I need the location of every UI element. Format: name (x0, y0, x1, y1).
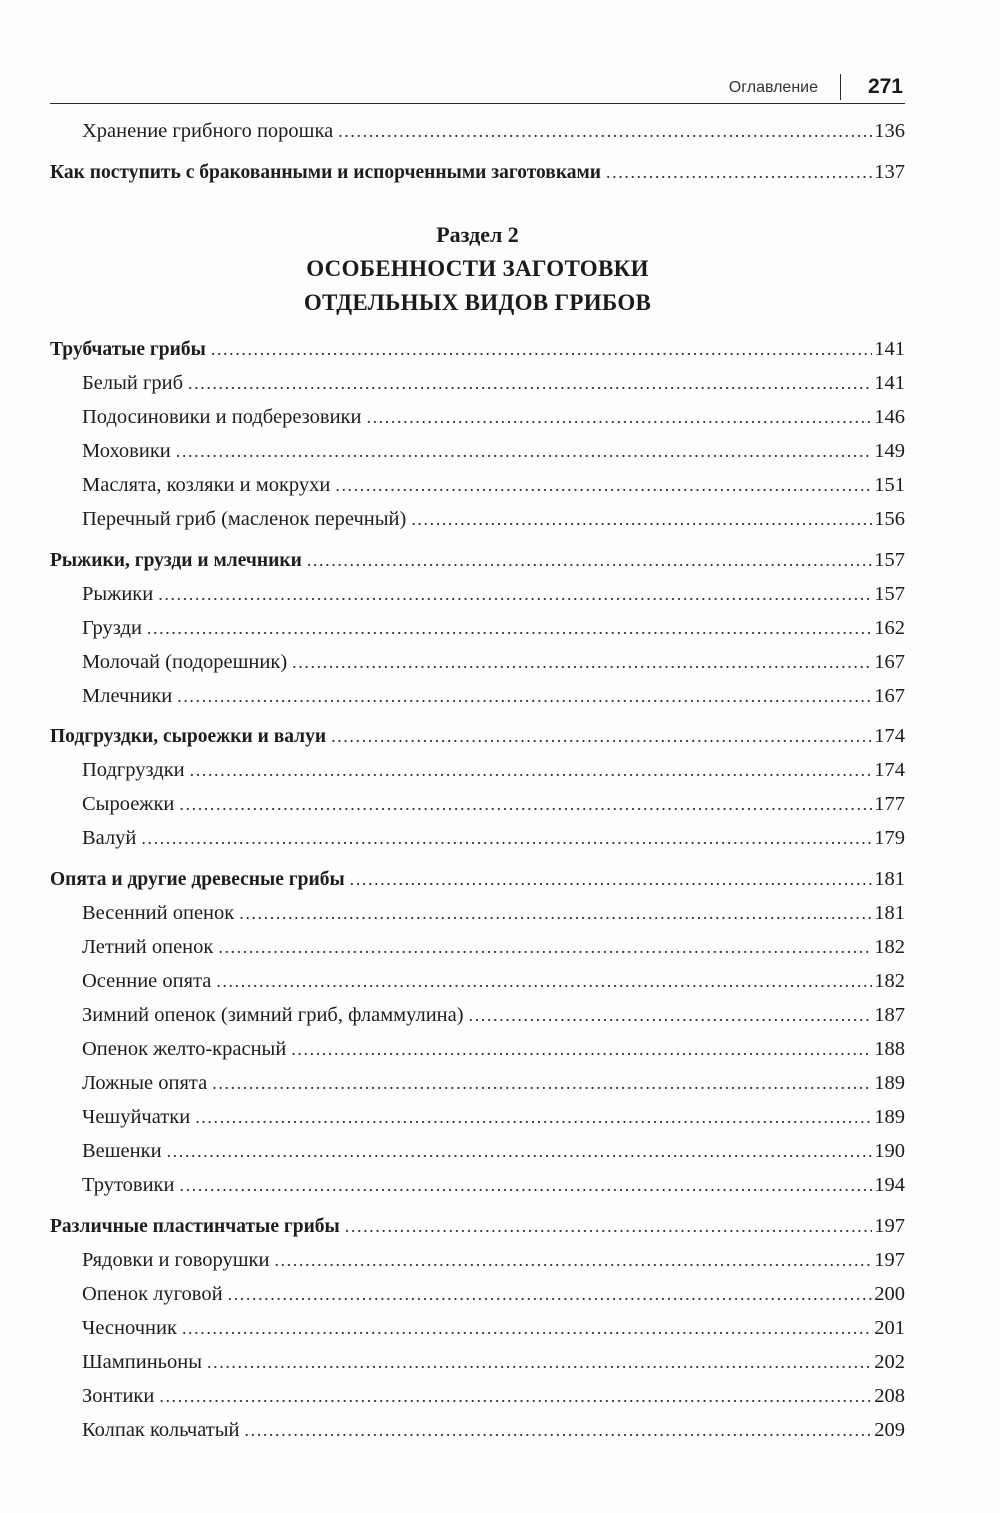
dot-leader (182, 1313, 872, 1343)
toc-entry-title: Трутовики (82, 1174, 175, 1196)
toc-entry-title: Опенок луговой (82, 1283, 223, 1305)
toc-entry-title: Молочай (подорешник) (82, 651, 288, 673)
toc-subentry[interactable] (50, 1068, 905, 1098)
toc-entry-page: 201 (874, 1317, 905, 1339)
toc-chapter-entry[interactable] (50, 545, 905, 575)
toc-entry-page: 182 (874, 936, 905, 958)
section-label: Раздел 2 (436, 222, 519, 247)
dot-leader (291, 1034, 872, 1064)
dot-leader (245, 1415, 873, 1445)
dot-leader (167, 1136, 873, 1166)
toc-subentry[interactable] (50, 470, 905, 500)
toc-entry-title: Вешенки (82, 1140, 162, 1162)
toc-entry-title: Осенние опята (82, 970, 212, 992)
toc-entry-title: Рядовки и говорушки (82, 1249, 270, 1271)
dot-leader (350, 864, 873, 894)
toc-subentry[interactable] (50, 116, 905, 146)
toc-subentry[interactable] (50, 755, 905, 785)
dot-leader (331, 721, 872, 751)
toc-entry-title: Млечники (82, 685, 173, 707)
header-separator (840, 74, 842, 100)
toc-chapter-entry[interactable] (50, 864, 905, 894)
toc-subentry[interactable] (50, 898, 905, 928)
toc-entry-page: 177 (874, 793, 905, 815)
toc-entry-page: 179 (874, 827, 905, 849)
toc-entry-title: Чесночник (82, 1317, 177, 1339)
toc-entry-page: 190 (874, 1140, 905, 1162)
page-number: 271 (867, 75, 903, 98)
dot-leader (176, 436, 872, 466)
dot-leader (147, 613, 872, 643)
dot-leader (180, 1170, 873, 1200)
toc-entry-page: 137 (874, 161, 905, 183)
toc-entry-page: 162 (874, 617, 905, 639)
toc-entry-title: Зимний опенок (зимний гриб, фламмулина) (82, 1004, 464, 1026)
dot-leader (274, 1245, 872, 1275)
page-header (50, 70, 905, 104)
toc-subentry[interactable] (50, 1415, 905, 1445)
dot-leader (411, 504, 872, 534)
dot-leader (338, 116, 872, 146)
dot-leader (188, 368, 872, 398)
toc-entry-title: Белый гриб (82, 372, 184, 394)
toc-entry-title: Зонтики (82, 1385, 155, 1407)
toc-entry-page: 202 (874, 1351, 905, 1373)
toc-entry-title: Трубчатые грибы (50, 339, 206, 360)
toc-entry-title: Опенок желто-красный (82, 1038, 287, 1060)
dot-leader (335, 470, 872, 500)
toc-subentry[interactable] (50, 1170, 905, 1200)
dot-leader (195, 1102, 872, 1132)
toc-entry-page: 174 (874, 759, 905, 781)
toc-subentry[interactable] (50, 1034, 905, 1064)
section-heading (50, 218, 905, 320)
toc-subentry[interactable] (50, 368, 905, 398)
toc-entry-page: 167 (874, 685, 905, 707)
toc-entry-title: Весенний опенок (82, 902, 235, 924)
dot-leader (469, 1000, 873, 1030)
dot-leader (190, 755, 873, 785)
toc-subentry[interactable] (50, 681, 905, 711)
toc-entry-title: Опята и другие древесные грибы (50, 869, 345, 890)
toc-chapter-entry[interactable] (50, 334, 905, 364)
toc-entry-title: Подгруздки (82, 759, 185, 781)
toc-subentry[interactable] (50, 1000, 905, 1030)
toc-entry-title: Перечный гриб (масленок перечный) (82, 508, 407, 530)
toc-subentry[interactable] (50, 1381, 905, 1411)
dot-leader (216, 966, 872, 996)
section-title-line-2: ОТДЕЛЬНЫХ ВИДОВ ГРИБОВ (303, 290, 652, 315)
dot-leader (345, 1211, 872, 1241)
toc-entry-page: 156 (874, 508, 905, 530)
toc-subentry[interactable] (50, 932, 905, 962)
dot-leader (158, 579, 872, 609)
dot-leader (366, 402, 872, 432)
toc-entry-title: Летний опенок (82, 936, 214, 958)
toc-subentry[interactable] (50, 1136, 905, 1166)
toc-entry-page: 167 (874, 651, 905, 673)
toc-entry-page: 157 (874, 583, 905, 605)
toc-entry-title: Чешуйчатки (82, 1106, 191, 1128)
toc-entry-page: 194 (874, 1174, 905, 1196)
toc-subentry[interactable] (50, 402, 905, 432)
header-rule (50, 103, 905, 105)
toc-chapter-entry[interactable] (50, 1211, 905, 1241)
toc-entry-title: Подгруздки, сыроежки и валуи (50, 726, 327, 747)
toc-entry-page: 189 (874, 1106, 905, 1128)
dot-leader (307, 545, 872, 575)
running-title: Оглавление (728, 79, 818, 96)
toc-entry-page: 200 (874, 1283, 905, 1305)
toc-entry-title: Ложные опята (82, 1072, 208, 1094)
toc-entry-page: 141 (874, 338, 905, 360)
toc-entry-page: 146 (874, 406, 905, 428)
toc-entry-page: 197 (874, 1215, 905, 1237)
toc-entry-title: Как поступить с бракованными и испорченными заготовками (50, 162, 602, 183)
toc-entry-title: Колпак кольчатый (82, 1419, 240, 1441)
toc-subentry[interactable] (50, 1313, 905, 1343)
toc-entry-page: 209 (874, 1419, 905, 1441)
dot-leader (159, 1381, 872, 1411)
toc-entry-page: 197 (874, 1249, 905, 1271)
dot-leader (606, 157, 872, 187)
toc-subentry[interactable] (50, 1245, 905, 1275)
toc-entry-title: Хранение грибного порошка (82, 120, 334, 142)
toc-subentry[interactable] (50, 1102, 905, 1132)
toc-entry-title: Рыжики, грузди и млечники (50, 550, 302, 571)
toc-chapter-entry[interactable] (50, 721, 905, 751)
toc-subentry[interactable] (50, 789, 905, 819)
toc-entry-title: Валуй (82, 827, 137, 849)
toc-entry-title: Моховики (82, 440, 171, 462)
toc-entry-title: Рыжики (82, 583, 154, 605)
toc-subentry[interactable] (50, 966, 905, 996)
toc-entry-page: 149 (874, 440, 905, 462)
section-title-line-1: ОСОБЕННОСТИ ЗАГОТОВКИ (306, 256, 649, 281)
toc-entry-title: Сыроежки (82, 793, 175, 815)
toc-subentry[interactable] (50, 647, 905, 677)
toc-entry-page: 151 (874, 474, 905, 496)
dot-leader (141, 823, 872, 853)
toc-entry-page: 181 (874, 868, 905, 890)
toc-entry-page: 182 (874, 970, 905, 992)
toc-entry-title: Различные пластинчатые грибы (50, 1216, 340, 1237)
toc-subentry[interactable] (50, 504, 905, 534)
dot-leader (292, 647, 872, 677)
dot-leader (218, 932, 872, 962)
toc-entry-page: 181 (874, 902, 905, 924)
dot-leader (207, 1347, 872, 1377)
dot-leader (228, 1279, 873, 1309)
toc-subentry[interactable] (50, 436, 905, 466)
toc-subentry[interactable] (50, 613, 905, 643)
toc-entry-page: 188 (874, 1038, 905, 1060)
toc-entry-title: Шампиньоны (82, 1351, 203, 1373)
toc-entry-title: Грузди (82, 617, 142, 639)
toc-chapter-entry[interactable] (50, 157, 905, 187)
toc-entry-page: 141 (874, 372, 905, 394)
toc-entry-page: 174 (874, 725, 905, 747)
toc-entry-page: 208 (874, 1385, 905, 1407)
toc-entry-page: 157 (874, 549, 905, 571)
dot-leader (239, 898, 872, 928)
toc-entry-page: 189 (874, 1072, 905, 1094)
toc-subentry[interactable] (50, 823, 905, 853)
dot-leader (212, 1068, 872, 1098)
toc-entry-title: Маслята, козляки и мокрухи (82, 474, 331, 496)
toc-subentry[interactable] (50, 579, 905, 609)
dot-leader (179, 789, 872, 819)
toc-subentry[interactable] (50, 1279, 905, 1309)
dot-leader (211, 334, 872, 364)
toc-subentry[interactable] (50, 1347, 905, 1377)
dot-leader (177, 681, 872, 711)
toc-entry-page: 136 (874, 120, 905, 142)
toc-entry-page: 187 (874, 1004, 905, 1026)
toc-entry-title: Подосиновики и подберезовики (82, 406, 362, 428)
